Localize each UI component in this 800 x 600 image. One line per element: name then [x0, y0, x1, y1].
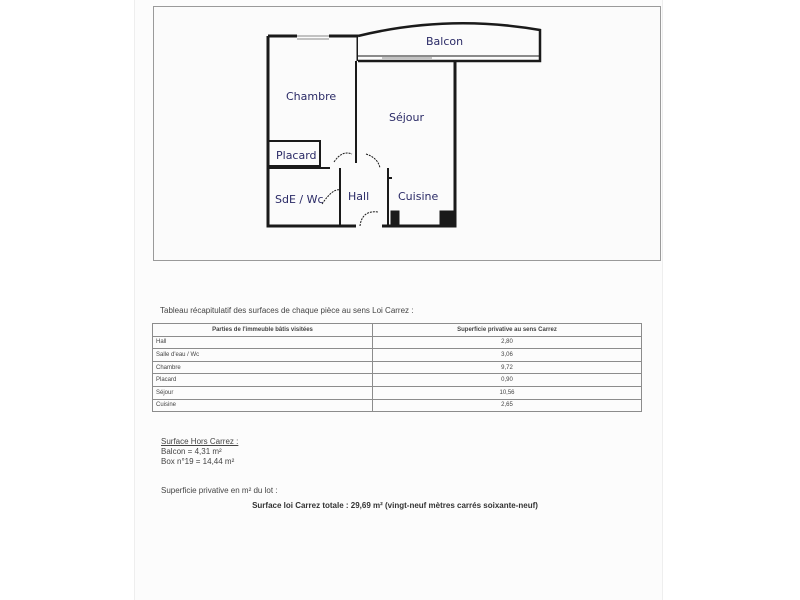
hors-carrez-title: Surface Hors Carrez :	[161, 437, 239, 446]
room-label-balcon: Balcon	[426, 35, 464, 48]
room-label-placard: Placard	[276, 149, 317, 162]
hors-carrez-section	[161, 437, 238, 467]
cell-room: Cuisine	[153, 399, 373, 412]
table-row	[153, 386, 642, 399]
room-label-sde: SdE / Wc	[275, 193, 324, 206]
room-label-hall: Hall	[348, 190, 370, 203]
privative-label: Superficie privative en m² du lot :	[161, 486, 278, 495]
table-header-row	[153, 324, 642, 337]
cell-area: 2,80	[373, 336, 642, 349]
surfaces-table	[152, 323, 642, 412]
room-label-cuisine: Cuisine	[398, 190, 439, 203]
cell-area: 0,90	[373, 374, 642, 387]
table-row	[153, 374, 642, 387]
table-row	[153, 349, 642, 362]
cell-area: 10,56	[373, 386, 642, 399]
cell-area: 3,06	[373, 349, 642, 362]
hors-carrez-box: Box n°19 = 14,44 m²	[161, 457, 235, 466]
room-label-sejour: Séjour	[389, 111, 425, 124]
room-label-chambre: Chambre	[286, 90, 337, 103]
cell-room: Salle d'eau / Wc	[153, 349, 373, 362]
cell-area: 9,72	[373, 361, 642, 374]
total-carrez: Surface loi Carrez totale : 29,69 m² (vingt-neuf mètres carrés soixante-neuf)	[252, 501, 538, 510]
header-room: Parties de l'immeuble bâtis visitées	[153, 324, 373, 337]
table-caption: Tableau récapitulatif des surfaces de chaque pièce au sens Loi Carrez :	[160, 306, 414, 315]
hors-carrez-balcon: Balcon = 4,31 m²	[161, 447, 222, 456]
table-row	[153, 399, 642, 412]
table-row	[153, 361, 642, 374]
table-row	[153, 336, 642, 349]
cell-room: Chambre	[153, 361, 373, 374]
cell-room: Séjour	[153, 386, 373, 399]
header-area: Superficie privative au sens Carrez	[373, 324, 642, 337]
cell-room: Hall	[153, 336, 373, 349]
cell-room: Placard	[153, 374, 373, 387]
cell-area: 2,65	[373, 399, 642, 412]
